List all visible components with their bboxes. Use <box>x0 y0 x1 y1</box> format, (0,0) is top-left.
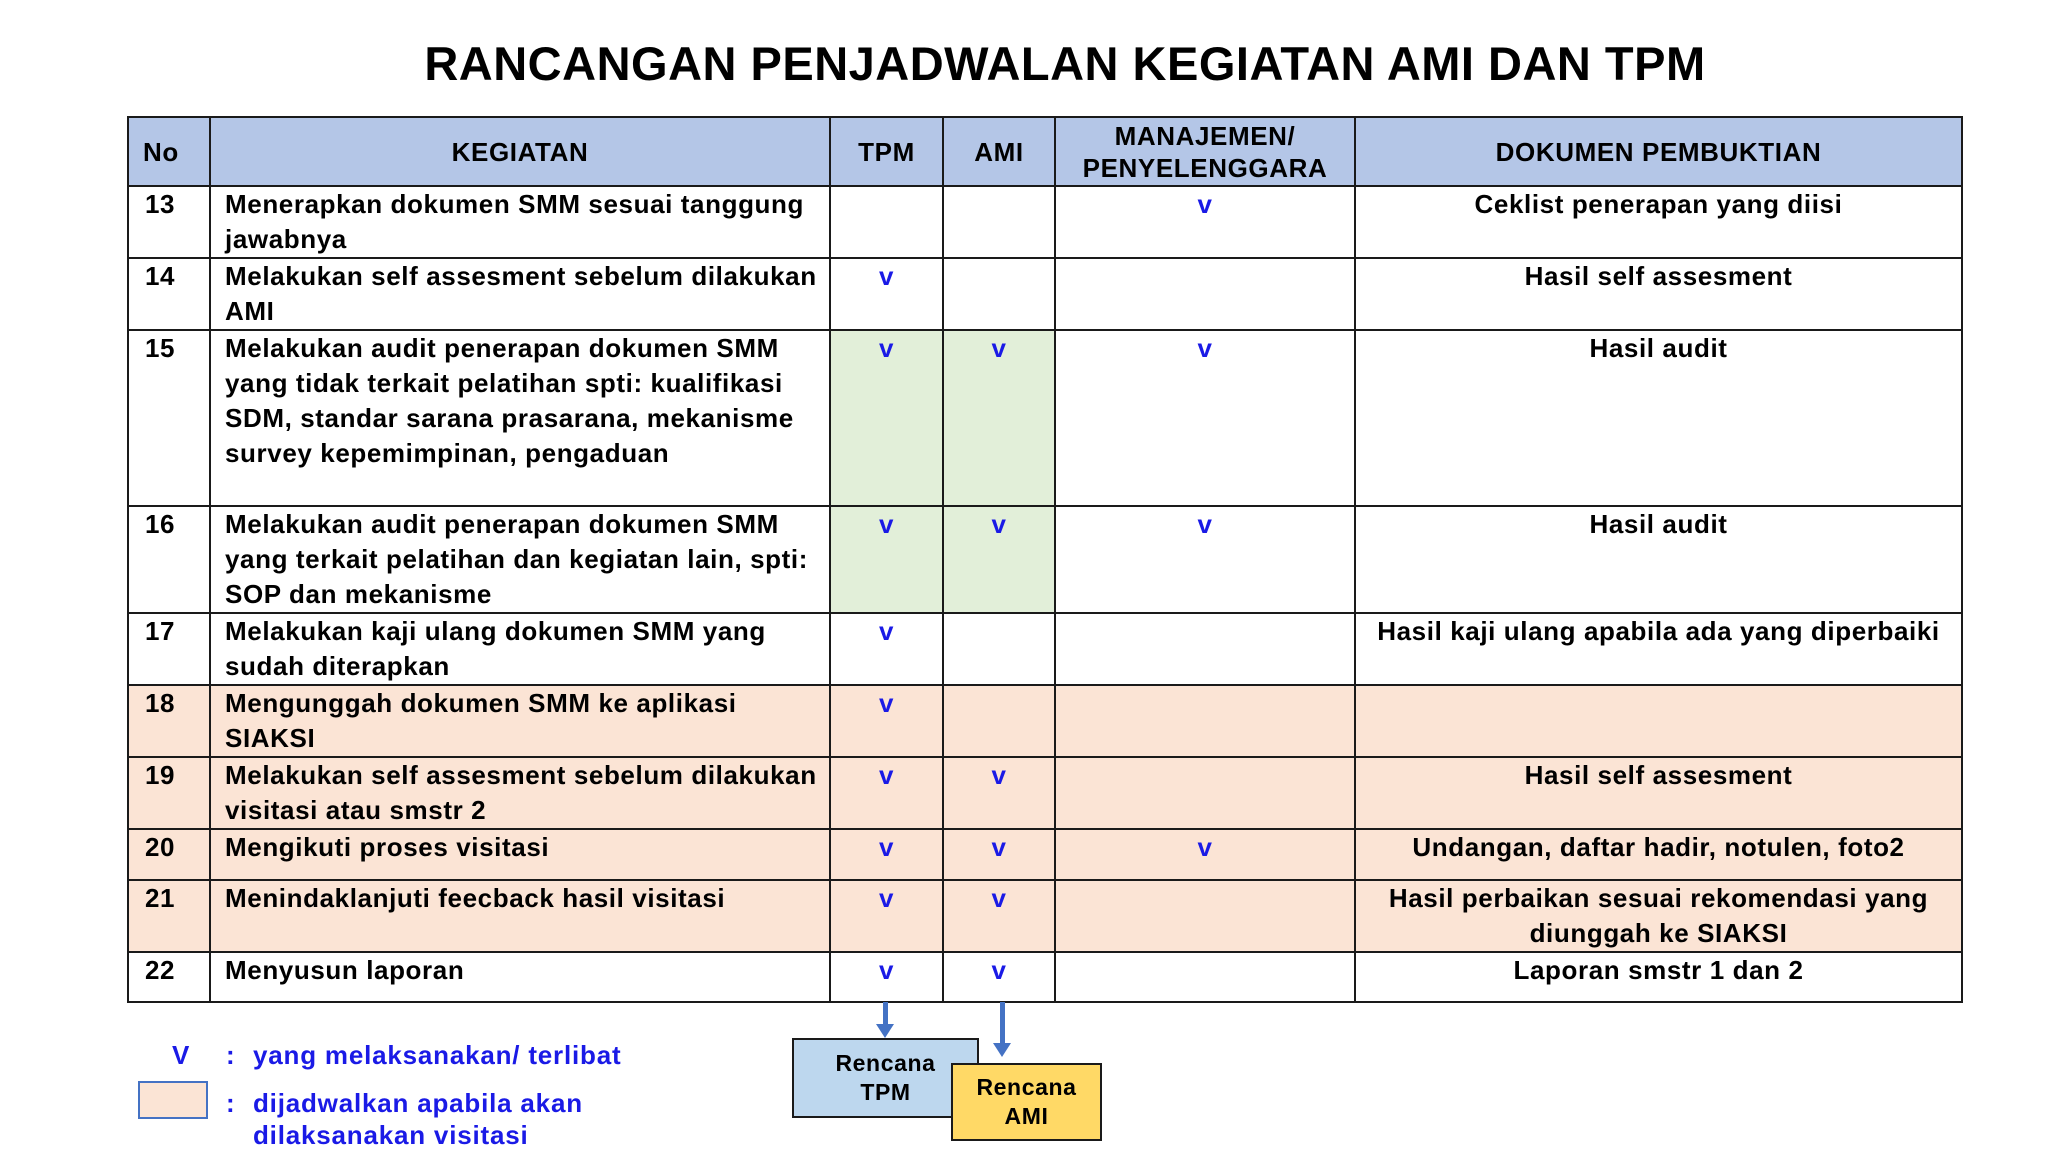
row-tpm-check: v <box>830 330 943 506</box>
row-dokumen: Undangan, daftar hadir, notulen, foto2 <box>1355 829 1962 880</box>
rencana-tpm-line2: TPM <box>860 1079 911 1105</box>
row-kegiatan: Melakukan kaji ulang dokumen SMM yang sudah diterapkan <box>210 613 830 685</box>
row-ami-check: v <box>943 952 1055 1002</box>
table-row <box>128 829 1962 880</box>
legend-pink-swatch <box>138 1081 208 1119</box>
table-row <box>128 506 1962 613</box>
header-kegiatan: KEGIATAN <box>210 117 830 186</box>
row-kegiatan: Melakukan self assesment sebelum dilakukan AMI <box>210 258 830 330</box>
row-no: 18 <box>128 685 210 757</box>
header-ami: AMI <box>943 117 1055 186</box>
row-no: 14 <box>128 258 210 330</box>
tpm-arrow-head <box>876 1024 894 1038</box>
row-no: 15 <box>128 330 210 506</box>
legend-v-symbol: V <box>172 1040 191 1070</box>
row-dokumen: Hasil audit <box>1355 506 1962 613</box>
table-row <box>128 880 1962 952</box>
row-ami-check <box>943 186 1055 258</box>
ami-arrow-shaft <box>1000 1002 1005 1045</box>
row-no: 13 <box>128 186 210 258</box>
row-no: 17 <box>128 613 210 685</box>
row-tpm-check <box>830 186 943 258</box>
table-row <box>128 757 1962 829</box>
header-tpm: TPM <box>830 117 943 186</box>
row-tpm-check: v <box>830 258 943 330</box>
row-manajemen-check <box>1055 952 1355 1002</box>
row-ami-check: v <box>943 829 1055 880</box>
row-manajemen-check: v <box>1055 829 1355 880</box>
row-dokumen <box>1355 685 1962 757</box>
row-ami-check: v <box>943 757 1055 829</box>
row-kegiatan: Menyusun laporan <box>210 952 830 1002</box>
page-title: RANCANGAN PENJADWALAN KEGIATAN AMI DAN TPM <box>424 37 1706 90</box>
row-kegiatan: Mengunggah dokumen SMM ke aplikasi SIAKSI <box>210 685 830 757</box>
row-no: 20 <box>128 829 210 880</box>
row-dokumen: Hasil audit <box>1355 330 1962 506</box>
table-row <box>128 685 1962 757</box>
row-manajemen-check: v <box>1055 330 1355 506</box>
rencana-ami-line1: Rencana <box>976 1074 1077 1100</box>
row-tpm-check: v <box>830 880 943 952</box>
legend-v-separator: : <box>226 1040 236 1070</box>
row-no: 22 <box>128 952 210 1002</box>
header-manajemen-line1: MANAJEMEN/ <box>1114 120 1296 151</box>
header-manajemen-line2: PENYELENGGARA <box>1082 152 1328 183</box>
row-manajemen-check <box>1055 685 1355 757</box>
row-dokumen: Ceklist penerapan yang diisi <box>1355 186 1962 258</box>
row-kegiatan: Menerapkan dokumen SMM sesuai tanggung jawabnya <box>210 186 830 258</box>
row-tpm-check: v <box>830 952 943 1002</box>
row-ami-check <box>943 613 1055 685</box>
row-ami-check: v <box>943 330 1055 506</box>
row-ami-check <box>943 258 1055 330</box>
row-kegiatan: Melakukan audit penerapan dokumen SMM yang terkait pelatihan dan kegiatan lain, spti: SOP dan mekanisme <box>210 506 830 613</box>
row-no: 21 <box>128 880 210 952</box>
row-dokumen: Hasil self assesment <box>1355 258 1962 330</box>
table-row <box>128 186 1962 258</box>
row-tpm-check: v <box>830 685 943 757</box>
row-kegiatan: Melakukan self assesment sebelum dilakukan visitasi atau smstr 2 <box>210 757 830 829</box>
table-row <box>128 613 1962 685</box>
legend-box-separator: : <box>226 1088 236 1118</box>
row-tpm-check: v <box>830 506 943 613</box>
row-dokumen: Laporan smstr 1 dan 2 <box>1355 952 1962 1002</box>
rencana-tpm-line1: Rencana <box>835 1050 936 1076</box>
row-manajemen-check: v <box>1055 506 1355 613</box>
ami-arrow-head <box>993 1043 1011 1057</box>
table-row <box>128 258 1962 330</box>
row-dokumen: Hasil perbaikan sesuai rekomendasi yang diunggah ke SIAKSI <box>1355 880 1962 952</box>
header-manajemen <box>1055 117 1355 186</box>
row-manajemen-check <box>1055 613 1355 685</box>
legend-box-text-line1: dijadwalkan apabila akan <box>253 1088 583 1118</box>
row-kegiatan: Mengikuti proses visitasi <box>210 829 830 880</box>
header-dokumen: DOKUMEN PEMBUKTIAN <box>1355 117 1962 186</box>
row-kegiatan: Melakukan audit penerapan dokumen SMM yang tidak terkait pelatihan spti: kualifikasi SDM, standar sarana prasarana, mekanisme survey kepemimpinan, pengaduan <box>210 330 830 506</box>
rencana-ami-line2: AMI <box>1004 1103 1049 1129</box>
row-manajemen-check <box>1055 258 1355 330</box>
row-ami-check: v <box>943 506 1055 613</box>
table-row <box>128 952 1962 1002</box>
row-ami-check <box>943 685 1055 757</box>
row-ami-check: v <box>943 880 1055 952</box>
legend-v-text: yang melaksanakan/ terlibat <box>253 1040 622 1070</box>
schedule-table <box>127 116 1963 1003</box>
row-tpm-check: v <box>830 613 943 685</box>
tpm-arrow-shaft <box>883 1002 888 1026</box>
row-no: 19 <box>128 757 210 829</box>
row-manajemen-check <box>1055 757 1355 829</box>
table-header-row <box>128 117 1962 186</box>
row-no: 16 <box>128 506 210 613</box>
rencana-ami-box <box>951 1063 1102 1141</box>
row-manajemen-check <box>1055 880 1355 952</box>
row-dokumen: Hasil kaji ulang apabila ada yang diperbaiki <box>1355 613 1962 685</box>
row-tpm-check: v <box>830 829 943 880</box>
table-row <box>128 330 1962 506</box>
header-no: No <box>128 117 210 186</box>
row-tpm-check: v <box>830 757 943 829</box>
row-dokumen: Hasil self assesment <box>1355 757 1962 829</box>
row-manajemen-check: v <box>1055 186 1355 258</box>
row-kegiatan: Menindaklanjuti feecback hasil visitasi <box>210 880 830 952</box>
legend-box-text-line2: dilaksanakan visitasi <box>253 1120 529 1150</box>
